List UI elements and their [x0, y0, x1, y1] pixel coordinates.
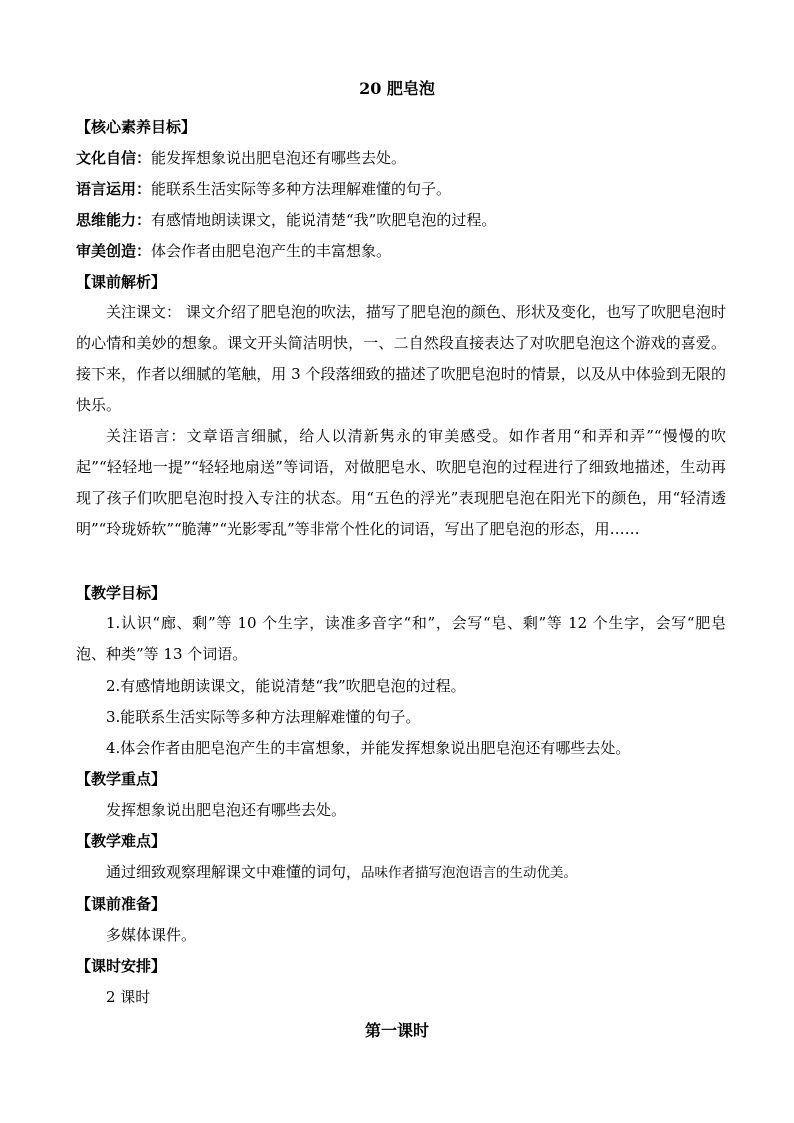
core-goal-item: [76, 179, 726, 199]
prep-text: 多媒体课件。: [106, 926, 197, 944]
objective-item: 2.有感情地朗读课文，能说清楚“我”吹肥皂泡的过程。: [106, 677, 466, 695]
core-goal-item: [76, 210, 726, 230]
lesson-heading: 第一课时: [364, 1021, 429, 1040]
difficulties-heading: 【教学难点】: [76, 832, 167, 850]
core-goal-text: 能发挥想象说出肥皂泡还有哪些去处。: [151, 149, 407, 167]
analysis-paragraph-text: 关注课文： 课文介绍了肥皂泡的吹法，描写了肥皂泡的颜色、形状及变化，也写了吹肥皂泡时的心情和美妙的想象。课文开头简洁明快，一、二自然段直接表达了对吹肥皂泡这个游戏的喜爱。接下来，作者以细腻的笔触，用 3 个段落细致的描述了吹肥皂泡时的情景，以及从中体验到无限的快乐。: [76, 303, 726, 414]
core-goals-heading: 【核心素养目标】: [76, 118, 197, 136]
schedule-heading: 【课时安排】: [76, 957, 167, 975]
schedule-text: 2 课时: [106, 988, 151, 1006]
key-points-text: 发挥想象说出肥皂泡还有哪些去处。: [106, 801, 347, 819]
objective-item: 4.体会作者由肥皂泡产生的丰富想象，并能发挥想象说出肥皂泡还有哪些去处。: [106, 739, 631, 757]
core-goal-text: 有感情地朗读课文，能说清楚“我”吹肥皂泡的过程。: [151, 211, 497, 229]
difficulties-text: [106, 862, 726, 883]
analysis-heading: 【课前解析】: [76, 273, 167, 291]
objective-item: 1.认识“廊、剩”等 10 个生字，读准多音字“和”，会写“皂、剩”等 12 个生字，会写“肥皂泡、种类”等 13 个词语。: [76, 614, 726, 663]
difficulties-main: 通过细致观察理解课文中难懂的词句，: [106, 863, 362, 881]
document-title: 20 肥皂泡: [359, 79, 435, 98]
core-goal-label: 语言运用：: [76, 180, 152, 198]
prep-heading: 【课前准备】: [76, 895, 167, 913]
core-goal-label: 审美创造：: [76, 242, 152, 260]
core-goal-text: 能联系生活实际等多种方法理解难懂的句子。: [151, 180, 452, 198]
core-goal-item: [76, 241, 726, 261]
difficulties-detail: 品味作者描写泡泡语言的生动优美。: [361, 865, 578, 881]
objective-item: 3.能联系生活实际等多种方法理解难懂的句子。: [106, 708, 421, 726]
key-points-heading: 【教学重点】: [76, 770, 167, 788]
core-goal-label: 思维能力：: [76, 211, 152, 229]
core-goal-text: 体会作者由肥皂泡产生的丰富想象。: [151, 242, 392, 260]
analysis-paragraph-language: 关注语言：文章语言细腻，给人以清新隽永的审美感受。如作者用“和弄和弄”“慢慢的吹起”“轻轻地一提”“轻轻地扇送”等词语，对做肥皂水、吹肥皂泡的过程进行了细致地描述，生动再现了孩子们吹肥皂泡时投入专注的状态。用“五色的浮光”表现肥皂泡在阳光下的颜色，用“轻清透明”“玲珑娇软”“脆薄”“光影零乱”等非常个性化的词语，写出了肥皂泡的形态，用……: [76, 427, 726, 538]
objectives-heading: 【教学目标】: [76, 584, 167, 602]
core-goal-item: [76, 148, 726, 168]
core-goal-label: 文化自信：: [76, 149, 152, 167]
